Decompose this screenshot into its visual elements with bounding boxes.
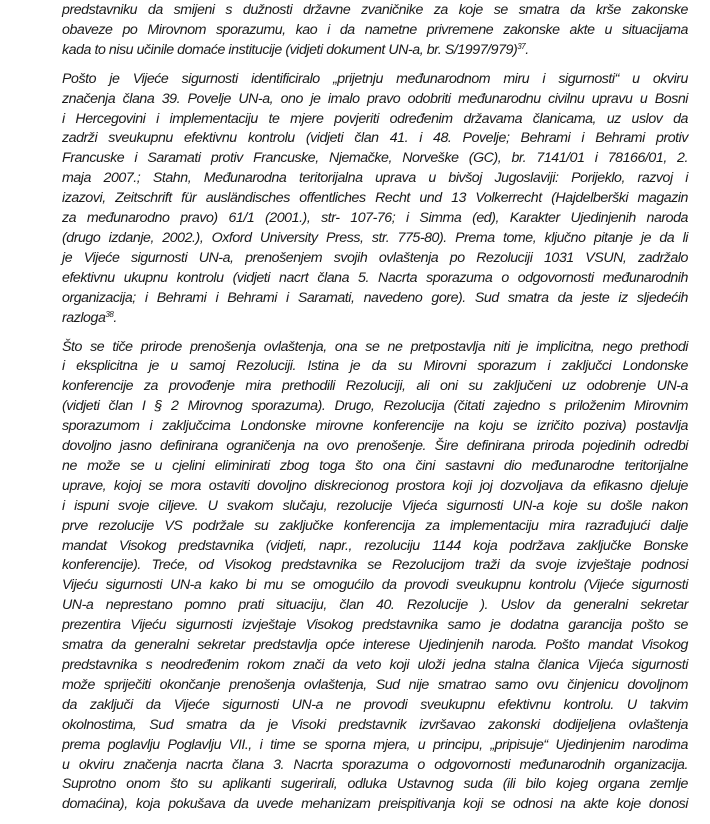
text-line: konferencije). Treće, od Visokog predstavnika se Rezolucijom traži da svoje izvještaje podnosi — [62, 557, 688, 574]
text-line-content: razloga — [62, 309, 106, 326]
paragraph-3 — [62, 338, 688, 816]
text-line: uprave, kojoj se mora ostaviti dovoljno diskrecionog prostora koji joj dozvoljava da efikasno djeluje — [62, 477, 688, 494]
paragraph-2 — [62, 70, 688, 329]
footnote-ref[interactable]: 38 — [105, 309, 114, 319]
text-line: efektivnu ukupnu kontrolu (vidjeti nacrt člana 5. Nacrta sporazuma o odgovornosti međunarodnih — [62, 269, 688, 286]
text-line: (vidjeti član I § 2 Mirovnog sporazuma). Drugo, Rezolucija (čitati zajedno s priloženim Mirovnim — [62, 398, 688, 415]
text-line: prezentira Vijeću sigurnosti izvještaje Visokog predstavnika samo je dodatna garancija pošto se — [62, 617, 688, 634]
text-line: organizacija; i Behrami i Behrami i Saramati, navedeno gore). Sud smatra da jeste iz sljedećih — [62, 289, 688, 306]
text-line: i ispuni svoje ciljeve. U svakom slučaju, rezolucije Vijeća sigurnosti UN-a koje su došle nakon — [62, 497, 688, 514]
text-line: okolnostima, Sud smatra da je Visoki predstavnik izvršavao zakonski dodijeljena ovlaštenja — [62, 716, 688, 733]
text-line: i Hercegovini i implementaciju te mjere povjeriti određenim državama članicama, uz uslov da — [62, 110, 688, 127]
text-line: i eksplicitna je u samoj Rezoluciji. Istina je da su Mirovni sporazum i zaključci Londonske — [62, 358, 688, 375]
text-line: obaveze po Mirovnom sporazumu, kao i da nametne privremene zakonske akte u situacijama — [62, 21, 688, 38]
text-line: Francuske i Saramati protiv Francuske, Njemačke, Norveške (GC), br. 7141/01 i 78166/01, 2. — [62, 150, 688, 167]
text-line: prema poglavlju Poglavlju VII., i time se sporna mjera, u principu, „pripisuje“ Ujedinjenim narodima — [62, 736, 688, 753]
text-line — [62, 41, 688, 61]
text-line: značenja člana 39. Povelje UN-a, ono je imalo pravo odobriti međunarodnu civilnu upravu u Bosni — [62, 90, 688, 107]
text-line: maja 2007.; Stahn, Međunarodna teritorijalna uprava u bivšoj Jugoslaviji: Porijeklo, razvoj i — [62, 170, 688, 187]
text-line: predstavnika s neodređenim rokom znači da veto koji uloži jedna stalna članica Vijeća sigurnosti — [62, 657, 688, 673]
text-line — [62, 309, 688, 329]
text-line: ne može se u cjelini eliminirati zbog toga što ona čini sastavni dio međunarodne teritorijalne — [62, 457, 688, 474]
punctuation: . — [113, 309, 117, 326]
text-line: Što se tiče prirode prenošenja ovlaštenja, ona se ne pretpostavlja niti je implicitna, nego prethodi — [62, 338, 688, 355]
text-line: mandat Visokog predstavnika (vidjeti, napr., rezoluciju 1144 koja podržava zaključke Bonske — [62, 537, 688, 554]
text-line: predstavniku da smijeni s dužnosti državne zvaničnike za koje se smatra da krše zakonske — [62, 2, 688, 18]
paragraph-1 — [62, 1, 688, 61]
text-line: u okviru značenja nacrta člana 3. Nacrta sporazuma o odgovornosti međunarodnih organizacija. — [62, 756, 688, 773]
punctuation: . — [525, 41, 529, 58]
text-line: domaćina), koja pokušava da uvede mehanizam preispitivanja koji se odnosi na akte koje donosi — [62, 796, 688, 813]
text-line: (drugo izdanje, 2002.), Oxford University Press, str. 775-80). Prema tome, ključno pitanje je da li — [62, 229, 688, 246]
text-line: je Vijeće sigurnosti UN-a, prenošenjem svojih ovlaštenja po Rezoluciji 1031 VSUN, zadržalo — [62, 249, 688, 266]
text-line: Vijeću sigurnosti UN-a kako bi mu se omogućilo da provodi sveukupnu kontrolu (Vijeće sigurnosti — [62, 577, 688, 594]
text-line: smatra da generalni sekretar predstavlja opće interese Ujedinjenih naroda. Pošto mandat Visokog — [62, 637, 688, 654]
text-line: dovoljno jasno definirana ograničenja na ovo prenošenje. Šire definirana priroda pojedinih odredbi — [62, 438, 688, 455]
text-line: Suprotno onom što su aplikanti sugerirali, odluka Ustavnog suda (ili bilo kojeg organa zemlje — [62, 776, 688, 793]
text-line: prve rezolucije VS podržale su zaključke konferencija za implementaciju mira razrađujući dalje — [62, 517, 688, 534]
text-line: za međunarodno pravo) 61/1 (2001.), str- 107-76; i Simma (ed), Karakter Ujedinjenih naroda — [62, 210, 688, 227]
text-line: da zaključi da Vijeće sigurnosti UN-a ne provodi sveukupnu efektivnu kontrolu. U takvim — [62, 696, 688, 713]
text-line: zadrži sveukupnu efektivnu kontrolu (vidjeti član 41. i 48. Povelje; Behrami i Behrami protiv — [62, 130, 688, 147]
footnote-ref[interactable]: 37 — [517, 41, 526, 51]
text-line: sporazumom i zaključcima Londonske mirovne konferencije na koju se izričito poziva) postavlja — [62, 418, 688, 435]
document-page — [62, 1, 688, 824]
text-line: Pošto je Vijeće sigurnosti identificiralo „prijetnju međunarodnom miru i sigurnosti“ u okviru — [62, 70, 688, 87]
text-line: može spriječiti okončanje prenošenja ovlaštenja, Sud nije smatrao samo ovu činjenicu dovoljnom — [62, 676, 688, 693]
text-line-content: kada to nisu učinile domaće institucije (vidjeti dokument UN-a, br. S/1997/979) — [62, 41, 518, 58]
text-line: konferencije za provođenje mira prethodili Rezoluciji, ali oni su zaključeni uz odobrenje UN-a — [62, 378, 688, 395]
text-line: UN-a neprestano pomno prati situaciju, član 40. Rezolucije ). Uslov da generalni sekretar — [62, 597, 688, 614]
text-line: izazovi, Zeitschrift für ausländisches offentliches Recht und 13 Volkerrecht (Hajdelberški magazin — [62, 190, 688, 207]
